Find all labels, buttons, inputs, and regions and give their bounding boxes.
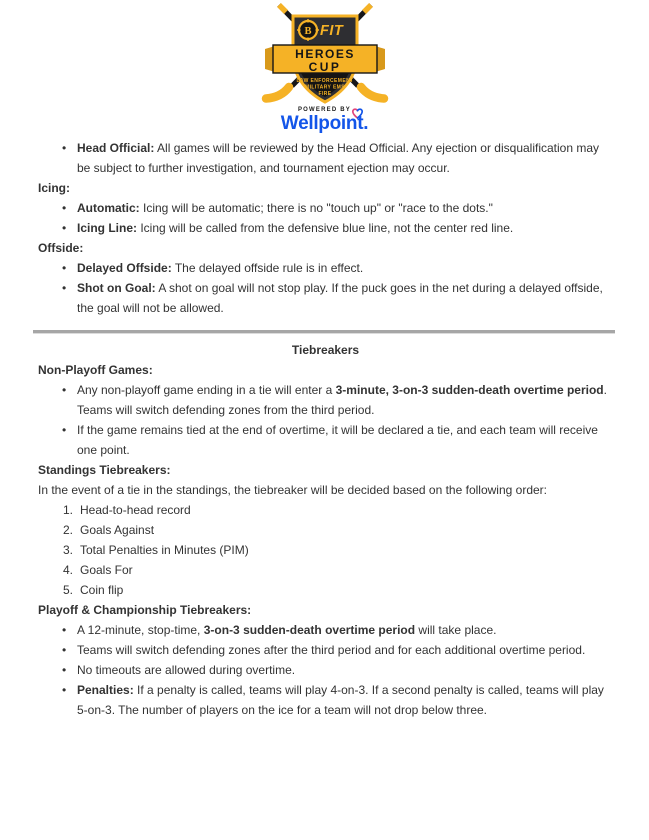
regular-text: Coin flip (80, 583, 124, 597)
regular-text: . Teams will switch defending zones from the third period. (77, 383, 607, 417)
text-run (77, 281, 603, 315)
text-run (77, 683, 604, 717)
bold-text: Offside: (38, 241, 84, 255)
bold-text: Head Official: (77, 141, 155, 155)
bold-text: Icing: (38, 181, 70, 195)
bold-text: Playoff & Championship Tiebreakers: (38, 603, 252, 617)
bold-text: 3-minute, 3-on-3 sudden-death overtime period (335, 383, 604, 397)
bullet-item (38, 680, 613, 720)
sponsor-wordmark: Wellpoint. (280, 113, 369, 134)
list-number: 4. (63, 563, 74, 577)
regular-text: Total Penalties in Minutes (PIM) (80, 543, 249, 557)
bullet-item (38, 258, 613, 278)
bold-text: Automatic: (77, 201, 140, 215)
bold-text: Penalties: (77, 683, 134, 697)
bullet-item (38, 420, 613, 460)
regular-text: Head-to-head record (80, 503, 191, 517)
bullet-item (38, 660, 613, 680)
regular-text: All games will be reviewed by the Head Official. Any ejection or disqualification may be subject to further investigation, and tournament ejection may occur. (77, 141, 600, 175)
bullet-marker-icon: • (62, 623, 67, 637)
subtext-law-enforcement: LAW ENFORCEMENT (295, 78, 354, 84)
section-title (38, 340, 613, 360)
wellpoint-heart-icon (351, 107, 364, 119)
regular-text: No timeouts are allowed during overtime. (77, 663, 296, 677)
powered-by-label: POWERED BY (297, 107, 351, 113)
bullet-marker-icon: • (62, 423, 67, 437)
heroes-cup-logo (245, 2, 405, 106)
list-number: 3. (63, 543, 74, 557)
banner-line2: CUP (308, 60, 341, 74)
heading (38, 178, 613, 198)
list-number: 1. (63, 503, 74, 517)
text-run (38, 603, 251, 617)
text-run (38, 181, 70, 195)
heading (38, 460, 613, 480)
regular-text: will take place. (415, 623, 497, 637)
regular-text: If a penalty is called, teams will play 4-on-3. If a second penalty is called, teams will play 5-on-3. The number of players on the ice for a team will not drop below three. (77, 683, 604, 717)
regular-text: A shot on goal will not stop play. If the puck goes in the net during a delayed offside, the goal will not be allowed. (77, 281, 603, 315)
text-run (38, 363, 153, 377)
text-run (77, 141, 599, 175)
regular-text: Goals Against (80, 523, 155, 537)
regular-text: A 12-minute, stop-time, (77, 623, 204, 637)
logo-block (0, 0, 649, 134)
subtext-military-ems: MILITARY EMS (304, 84, 345, 91)
bullet-marker-icon: • (62, 383, 67, 397)
numbered-item (38, 520, 613, 540)
text-run (77, 383, 607, 417)
bullet-marker-icon: • (62, 643, 67, 657)
bullet-item (38, 640, 613, 660)
list-number: 5. (63, 583, 74, 597)
text-run (77, 643, 585, 657)
emblem-fit-letters: FIT (319, 23, 343, 39)
heading (38, 238, 613, 258)
bullet-item (38, 198, 613, 218)
text-run (292, 343, 359, 357)
text-run (77, 623, 496, 637)
numbered-item (38, 540, 613, 560)
regular-text: Any non-playoff game ending in a tie will enter a (77, 383, 336, 397)
subtext-fire: FIRE (318, 91, 331, 97)
regular-text: The delayed offside rule is in effect. (171, 261, 364, 275)
text-run (38, 241, 83, 255)
bullet-item (38, 278, 613, 318)
wellpoint-logo (281, 114, 368, 133)
text-run (77, 261, 363, 275)
list-number: 2. (63, 523, 74, 537)
heading (38, 600, 613, 620)
text-run (38, 463, 171, 477)
numbered-item (38, 500, 613, 520)
text-run (77, 201, 493, 215)
regular-text: Icing will be automatic; there is no "touch up" or "race to the dots." (139, 201, 493, 215)
regular-text: In the event of a tie in the standings, the tiebreaker will be decided based on the following order: (38, 483, 547, 497)
document-content (0, 138, 649, 720)
bullet-item (38, 380, 613, 420)
text-run (80, 583, 123, 597)
bold-text: Icing Line: (77, 221, 137, 235)
banner-ribbon (265, 45, 385, 74)
text-run (77, 663, 295, 677)
bold-text: Non-Playoff Games: (38, 363, 153, 377)
regular-text: Goals For (80, 563, 133, 577)
text-run (80, 543, 249, 557)
bullet-item (38, 620, 613, 640)
bold-text: 3-on-3 sudden-death overtime period (203, 623, 416, 637)
regular-text: Icing will be called from the defensive blue line, not the center red line. (137, 221, 514, 235)
bullet-marker-icon: • (62, 201, 67, 215)
banner-line1: HEROES (294, 47, 355, 61)
shield-subtext (296, 78, 353, 97)
paragraph (38, 480, 613, 500)
bullet-item (38, 218, 613, 238)
heading (38, 360, 613, 380)
bullet-marker-icon: • (62, 141, 67, 155)
bullet-marker-icon: • (62, 281, 67, 295)
numbered-item (38, 580, 613, 600)
text-run (77, 221, 513, 235)
text-run (38, 483, 547, 497)
text-run (80, 503, 191, 517)
bullet-marker-icon: • (62, 221, 67, 235)
text-run (80, 523, 154, 537)
bold-text: Delayed Offside: (77, 261, 172, 275)
bullet-marker-icon: • (62, 663, 67, 677)
bold-text: Tiebreakers (291, 343, 360, 357)
numbered-item (38, 560, 613, 580)
section-divider (33, 330, 615, 334)
regular-text: Teams will switch defending zones after the third period and for each additional overtime period. (77, 643, 586, 657)
emblem-b-letter: B (303, 25, 312, 37)
bullet-marker-icon: • (62, 261, 67, 275)
bullet-marker-icon: • (62, 683, 67, 697)
bold-text: Shot on Goal: (77, 281, 156, 295)
text-run (80, 563, 133, 577)
bold-text: Standings Tiebreakers: (38, 463, 171, 477)
text-run (77, 423, 598, 457)
bullet-item (38, 138, 613, 178)
bfit-emblem-icon (297, 19, 344, 41)
regular-text: If the game remains tied at the end of overtime, it will be declared a tie, and each team will receive one point. (77, 423, 598, 457)
